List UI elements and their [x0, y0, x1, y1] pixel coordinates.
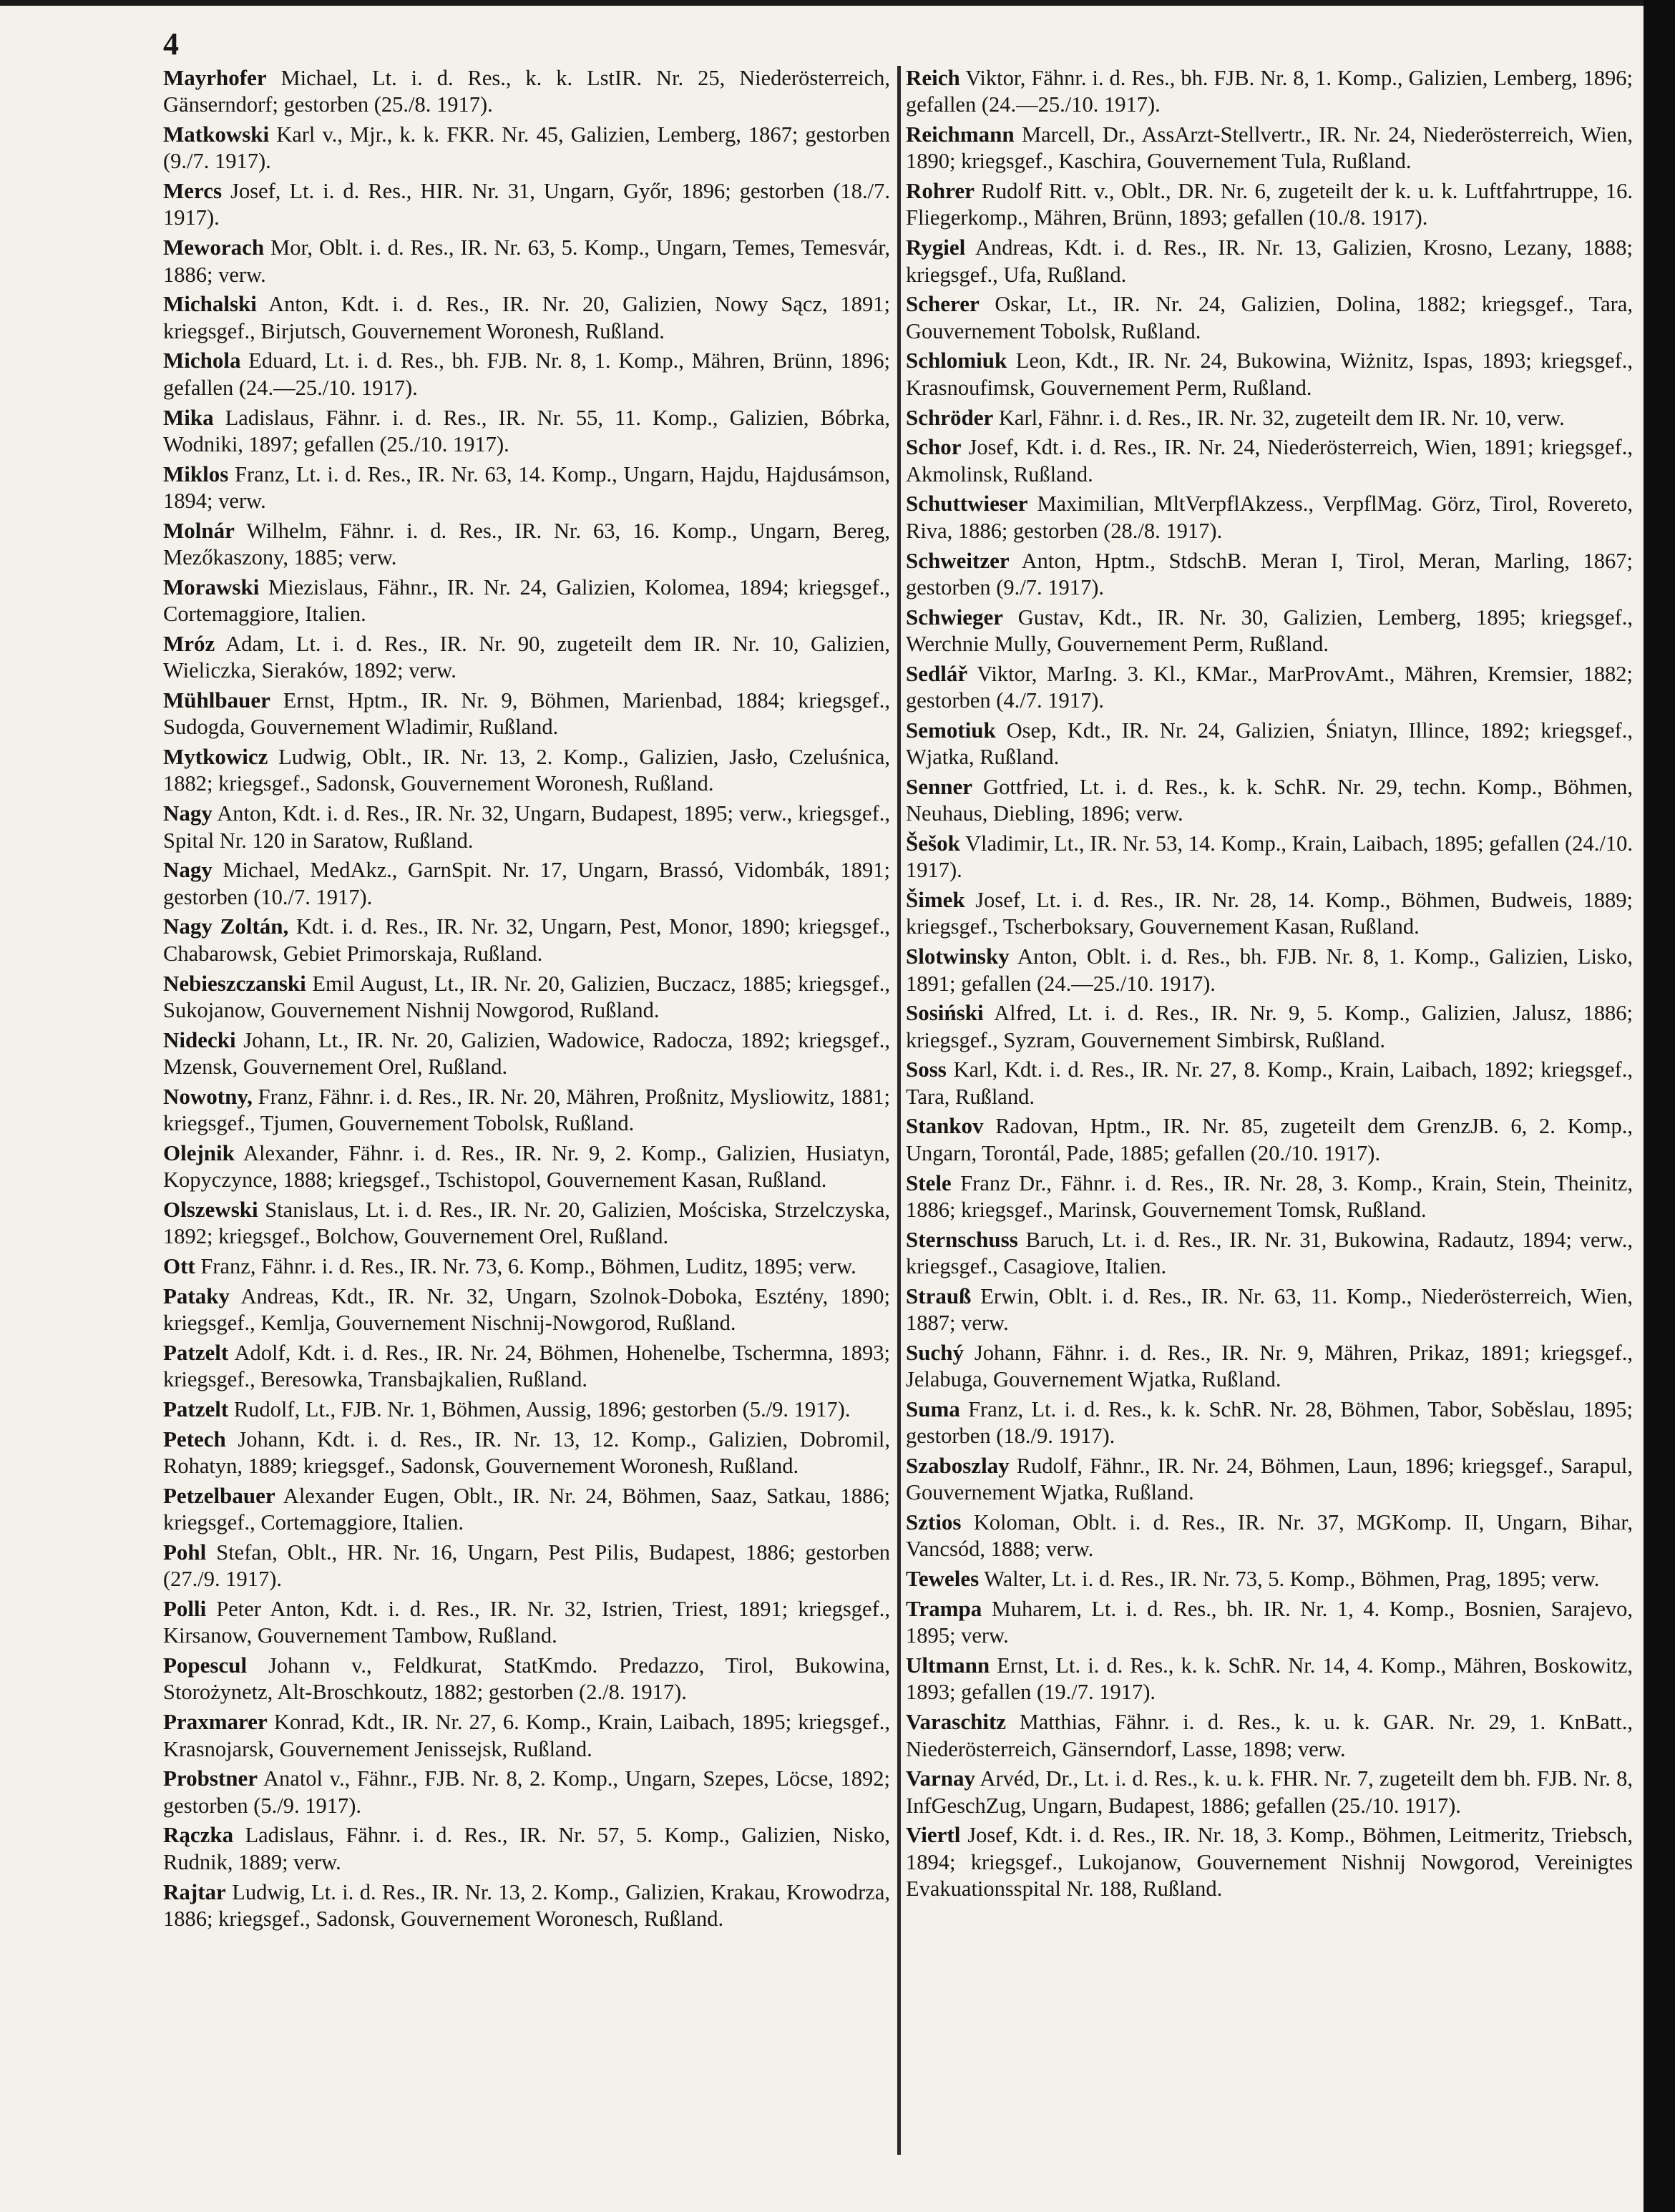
entry-surname: Stele [906, 1170, 952, 1195]
entry-details: Konrad, Kdt., IR. Nr. 27, 6. Komp., Krain, Laibach, 1895; kriegsgef., Krasnojarsk, Gouvernement Jenissejsk, Rußland. [163, 1710, 890, 1761]
entry-surname: Reich [906, 65, 960, 90]
entry-surname: Scherer [906, 291, 980, 317]
casualty-entry [906, 490, 1633, 544]
entry-surname: Patzelt [163, 1396, 229, 1421]
page-edge-right [1644, 0, 1675, 2212]
casualty-entry [163, 290, 890, 345]
page-number: 4 [163, 26, 179, 62]
column-divider [897, 66, 901, 2155]
casualty-entry [906, 347, 1633, 401]
entry-details: Karl, Kdt. i. d. Res., IR. Nr. 27, 8. Komp., Krain, Laibach, 1892; kriegsgef., Tara, Rußland. [906, 1057, 1633, 1109]
entry-surname: Michola [163, 348, 241, 373]
casualty-entry [163, 1539, 890, 1593]
entry-surname: Nebieszczanski [163, 970, 306, 996]
entry-details: Michael, Lt. i. d. Res., k. k. LstIR. Nr. 25, Niederösterreich, Gänserndorf; gestorben (25./8. 1917). [163, 66, 890, 117]
entry-surname: Pohl [163, 1539, 207, 1565]
entry-details: Adam, Lt. i. d. Res., IR. Nr. 90, zugeteilt dem IR. Nr. 10, Galizien, Wieliczka, Sieraków, 1892; verw. [163, 631, 890, 683]
entry-surname: Nagy [163, 857, 213, 883]
entry-surname: Sternschuss [906, 1226, 1018, 1252]
entry-surname: Nowotny, [163, 1083, 253, 1109]
casualty-entry [163, 1879, 890, 1933]
entry-surname: Ott [163, 1253, 195, 1278]
entry-surname: Nidecki [163, 1027, 236, 1052]
entry-details: Andreas, Kdt. i. d. Res., IR. Nr. 13, Galizien, Krosno, Lezany, 1888; kriegsgef., Ufa, Rußland. [906, 235, 1633, 287]
casualty-entry [906, 121, 1633, 175]
entry-surname: Slotwinsky [906, 944, 1010, 969]
entry-surname: Matkowski [163, 122, 270, 147]
entry-details: Leon, Kdt., IR. Nr. 24, Bukowina, Wiżnitz, Ispas, 1893; kriegsgef., Krasnoufimsk, Gouvernement Perm, Rußland. [906, 348, 1633, 400]
casualty-entry [906, 660, 1633, 715]
entry-details: Alfred, Lt. i. d. Res., IR. Nr. 9, 5. Komp., Galizien, Jalusz, 1886; kriegsgef., Syzram, Gouvernement Simbirsk, Rußland. [906, 1001, 1633, 1052]
entry-surname: Mika [163, 404, 214, 430]
casualty-entry [163, 347, 890, 401]
entry-surname: Schröder [906, 404, 994, 430]
casualty-entry [906, 404, 1633, 431]
entry-details: Rudolf, Fähnr., IR. Nr. 24, Böhmen, Laun, 1896; kriegsgef., Sarapul, Gouvernement Wjatka, Rußland. [906, 1454, 1633, 1505]
entry-surname: Šešok [906, 831, 960, 856]
entry-surname: Nagy [163, 801, 213, 826]
casualty-entry [163, 856, 890, 911]
entry-surname: Schlomiuk [906, 348, 1007, 373]
entry-surname: Teweles [906, 1566, 980, 1592]
entry-details: Alexander, Fähnr. i. d. Res., IR. Nr. 9, 2. Komp., Galizien, Husiatyn, Kopyczynce, 1888; kriegsgef., Tschistopol, Gouvernement Kasan, Rußland. [163, 1140, 890, 1193]
casualty-entry [163, 1426, 890, 1480]
entry-surname: Morawski [163, 574, 260, 600]
entry-details: Ludwig, Lt. i. d. Res., IR. Nr. 13, 2. Komp., Galizien, Krakau, Krowodrza, 1886; kriegsgef., Sadonsk, Gouvernement Woronesch, Rußland. [163, 1879, 890, 1931]
entry-details: Franz, Fähnr. i. d. Res., IR. Nr. 20, Mähren, Proßnitz, Mysliowitz, 1881; kriegsgef., Tjumen, Gouvernement Tobolsk, Rußland. [163, 1084, 890, 1135]
casualty-entry [163, 64, 890, 119]
casualty-entry [906, 234, 1633, 288]
entry-details: Johann, Kdt. i. d. Res., IR. Nr. 13, 12. Komp., Galizien, Dobromil, Rohatyn, 1889; kriegsgef., Sadonsk, Gouvernement Woronesh, Rußland. [163, 1426, 890, 1479]
entry-details: Gottfried, Lt. i. d. Res., k. k. SchR. Nr. 29, techn. Komp., Böhmen, Neuhaus, Diebling, 1896; verw. [906, 774, 1633, 826]
casualty-entry [163, 234, 890, 288]
casualty-entry [163, 913, 890, 967]
entry-details: Franz, Fähnr. i. d. Res., IR. Nr. 73, 6. Komp., Böhmen, Luditz, 1895; verw. [195, 1253, 856, 1278]
entry-surname: Suchý [906, 1339, 964, 1365]
casualty-entry [906, 290, 1633, 345]
entry-surname: Varaschitz [906, 1709, 1007, 1735]
entry-details: Anatol v., Fähnr., FJB. Nr. 8, 2. Komp., Ungarn, Szepes, Löcse, 1892; gestorben (5./9. 1917). [163, 1766, 890, 1818]
casualty-entry [906, 1708, 1633, 1763]
entry-surname: Stankov [906, 1113, 984, 1139]
entry-details: Maximilian, MltVerpflAkzess., VerpflMag. Görz, Tirol, Rovereto, Riva, 1886; gestorben (28./8. 1917). [906, 491, 1633, 543]
entry-surname: Petzelbauer [163, 1482, 275, 1508]
entry-surname: Probstner [163, 1766, 258, 1791]
entry-details: Gustav, Kdt., IR. Nr. 30, Galizien, Lemberg, 1895; kriegsgef., Werchnie Mully, Gouvernement Perm, Rußland. [906, 605, 1633, 656]
casualty-entry [906, 1396, 1633, 1450]
entry-details: Ernst, Lt. i. d. Res., k. k. SchR. Nr. 14, 4. Komp., Mähren, Boskowitz, 1893; gefallen (19./7. 1917). [906, 1653, 1633, 1705]
entry-details: Karl, Fähnr. i. d. Res., IR. Nr. 32, zugeteilt dem IR. Nr. 10, verw. [993, 405, 1565, 430]
entry-details: Adolf, Kdt. i. d. Res., IR. Nr. 24, Böhmen, Hohenelbe, Tschermna, 1893; kriegsgef., Beresowka, Transbajkalien, Rußland. [163, 1340, 890, 1392]
casualty-entry [163, 743, 890, 798]
entry-details: Muharem, Lt. i. d. Res., bh. IR. Nr. 1, 4. Komp., Bosnien, Sarajevo, 1895; verw. [906, 1597, 1633, 1648]
entry-details: Karl v., Mjr., k. k. FKR. Nr. 45, Galizien, Lemberg, 1867; gestorben (9./7. 1917). [163, 122, 890, 174]
entry-details: Anton, Kdt. i. d. Res., IR. Nr. 20, Galizien, Nowy Sącz, 1891; kriegsgef., Birjutsch, Gouvernement Woronesh, Rußland. [163, 292, 890, 343]
entry-details: Ladislaus, Fähnr. i. d. Res., IR. Nr. 55, 11. Komp., Galizien, Bóbrka, Wodniki, 1897; gefallen (25./10. 1917). [163, 405, 890, 456]
entry-surname: Miklos [163, 461, 229, 486]
entry-details: Josef, Lt. i. d. Res., HIR. Nr. 31, Ungarn, Győr, 1896; gestorben (18./7. 1917). [163, 179, 890, 230]
casualty-entry [906, 177, 1633, 232]
entry-surname: Olejnik [163, 1140, 235, 1165]
entry-details: Emil August, Lt., IR. Nr. 20, Galizien, Buczacz, 1885; kriegsgef., Sukojanow, Gouvernement Nishnij Nowgorod, Rußland. [163, 971, 890, 1022]
casualty-entry [163, 1396, 890, 1423]
casualty-entry [163, 1652, 890, 1706]
casualty-entry [163, 1708, 890, 1763]
entry-surname: Olszewski [163, 1196, 258, 1222]
entry-surname: Sedlář [906, 660, 968, 686]
casualty-entry [906, 1765, 1633, 1819]
casualty-entry [906, 604, 1633, 658]
entry-surname: Strauß [906, 1283, 972, 1308]
entry-details: Anton, Hptm., StdschB. Meran I, Tirol, Meran, Marling, 1867; gestorben (9./7. 1917). [906, 548, 1633, 600]
entry-details: Ernst, Hptm., IR. Nr. 9, Böhmen, Marienbad, 1884; kriegsgef., Sudogda, Gouvernement Wladimir, Rußland. [163, 688, 890, 740]
entry-details: Matthias, Fähnr. i. d. Res., k. u. k. GAR. Nr. 29, 1. KnBatt., Niederösterreich, Gänserndorf, Lasse, 1898; verw. [906, 1710, 1633, 1761]
entry-details: Franz Dr., Fähnr. i. d. Res., IR. Nr. 28, 3. Komp., Krain, Stein, Theinitz, 1886; kriegsgef., Marinsk, Gouvernement Tomsk, Rußland. [906, 1170, 1633, 1222]
entry-surname: Semotiuk [906, 717, 996, 743]
entry-surname: Varnay [906, 1766, 976, 1791]
entry-details: Oskar, Lt., IR. Nr. 24, Galizien, Dolina, 1882; kriegsgef., Tara, Gouvernement Tobolsk, Rußland. [906, 292, 1633, 343]
casualty-entry [163, 1140, 890, 1194]
entry-surname: Trampa [906, 1596, 982, 1622]
entry-details: Josef, Kdt. i. d. Res., IR. Nr. 18, 3. Komp., Böhmen, Leitmeritz, Triebsch, 1894; kriegsgef., Lukojanow, Gouvernement Nishnij Nowgorod, Vereinigtes Evakuationsspital Nr. 188, Rußland. [906, 1823, 1633, 1901]
casualty-entry [163, 1027, 890, 1081]
entry-surname: Mercs [163, 178, 223, 204]
casualty-entry [163, 177, 890, 232]
entry-details: Baruch, Lt. i. d. Res., IR. Nr. 31, Bukowina, Radautz, 1894; verw., kriegsgef., Casagiove, Italien. [906, 1227, 1633, 1278]
casualty-entry [906, 1226, 1633, 1281]
entry-surname: Suma [906, 1396, 960, 1421]
casualty-entry [906, 717, 1633, 771]
casualty-entry [906, 830, 1633, 884]
casualty-entry [906, 1339, 1633, 1394]
entry-surname: Pataky [163, 1283, 230, 1308]
entry-surname: Nagy Zoltán, [163, 914, 289, 939]
entry-details: Johann v., Feldkurat, StatKmdo. Predazzo, Tirol, Bukowina, Storożynetz, Alt-Broschkoutz, 1882; gestorben (2./8. 1917). [163, 1653, 890, 1705]
casualty-entry [906, 1821, 1633, 1902]
right-column [906, 64, 1633, 1905]
entry-details: Johann, Lt., IR. Nr. 20, Galizien, Wadowice, Radocza, 1892; kriegsgef., Mzensk, Gouvernement Orel, Rußland. [163, 1027, 890, 1079]
entry-details: Erwin, Oblt. i. d. Res., IR. Nr. 63, 11. Komp., Niederösterreich, Wien, 1887; verw. [906, 1283, 1633, 1336]
casualty-entry [906, 1452, 1633, 1507]
entry-details: Walter, Lt. i. d. Res., IR. Nr. 73, 5. Komp., Böhmen, Prag, 1895; verw. [979, 1567, 1600, 1592]
entry-surname: Senner [906, 773, 972, 799]
entry-surname: Molnár [163, 517, 235, 543]
entry-surname: Meworach [163, 235, 265, 260]
casualty-entry [163, 1083, 890, 1137]
entry-surname: Mayrhofer [163, 65, 267, 90]
entry-details: Stanislaus, Lt. i. d. Res., IR. Nr. 20, Galizien, Mościska, Strzelczyska, 1892; kriegsgef., Bolchow, Gouvernement Orel, Rußland. [163, 1197, 890, 1249]
entry-details: Josef, Lt. i. d. Res., IR. Nr. 28, 14. Komp., Böhmen, Budweis, 1889; kriegsgef., Tscherboksary, Gouvernement Kasan, Rußland. [906, 888, 1633, 939]
entry-details: Osep, Kdt., IR. Nr. 24, Galizien, Śniatyn, Illince, 1892; kriegsgef., Wjatka, Rußland. [906, 718, 1633, 770]
entry-surname: Viertl [906, 1822, 961, 1848]
entry-details: Arvéd, Dr., Lt. i. d. Res., k. u. k. FHR. Nr. 7, zugeteilt dem bh. FJB. Nr. 8, InfGeschZug, Ungarn, Budapest, 1886; gefallen (25./10. 1917). [906, 1766, 1633, 1818]
entry-details: Viktor, Fähnr. i. d. Res., bh. FJB. Nr. 8, 1. Komp., Galizien, Lemberg, 1896; gefallen (24.—25./10. 1917). [906, 66, 1633, 117]
casualty-entry [163, 1482, 890, 1537]
entry-details: Ludwig, Oblt., IR. Nr. 13, 2. Komp., Galizien, Jasło, Czeluśnica, 1882; kriegsgef., Sadonsk, Gouvernement Woronesh, Rußland. [163, 745, 890, 796]
casualty-entry [163, 1253, 890, 1280]
entry-details: Wilhelm, Fähnr. i. d. Res., IR. Nr. 63, 16. Komp., Ungarn, Bereg, Mezőkaszony, 1885; verw. [163, 518, 890, 570]
casualty-entry [906, 1652, 1633, 1706]
left-column [163, 64, 890, 1935]
entry-details: Marcell, Dr., AssArzt-Stellvertr., IR. Nr. 24, Niederösterreich, Wien, 1890; kriegsgef., Kaschira, Gouvernement Tula, Rußland. [906, 122, 1633, 174]
entry-surname: Praxmarer [163, 1709, 268, 1735]
entry-surname: Rączka [163, 1822, 234, 1848]
casualty-entry [906, 1283, 1633, 1337]
casualty-entry [163, 1339, 890, 1394]
casualty-entry [906, 1056, 1633, 1110]
entry-surname: Ultmann [906, 1653, 990, 1678]
entry-surname: Mühlbauer [163, 687, 270, 713]
casualty-entry [163, 574, 890, 628]
entry-details: Rudolf Ritt. v., Oblt., DR. Nr. 6, zugeteilt der k. u. k. Luftfahrtruppe, 16. Fliegerkomp., Mähren, Brünn, 1893; gefallen (10./8. 1917). [906, 179, 1633, 230]
casualty-entry [906, 999, 1633, 1054]
entry-surname: Rygiel [906, 235, 966, 260]
entry-surname: Šimek [906, 887, 965, 913]
casualty-entry [906, 943, 1633, 997]
casualty-entry [163, 404, 890, 459]
entry-surname: Sztios [906, 1509, 962, 1535]
entry-surname: Rohrer [906, 178, 975, 204]
entry-surname: Schwieger [906, 604, 1004, 630]
casualty-entry [906, 773, 1633, 828]
entry-details: Michael, MedAkz., GarnSpit. Nr. 17, Ungarn, Brassó, Vidombák, 1891; gestorben (10./7. 1917). [163, 858, 890, 909]
casualty-entry [163, 1765, 890, 1819]
casualty-entry [163, 1196, 890, 1251]
casualty-entry [906, 1565, 1633, 1592]
entry-details: Eduard, Lt. i. d. Res., bh. FJB. Nr. 8, 1. Komp., Mähren, Brünn, 1896; gefallen (24.—25./10. 1917). [163, 348, 890, 400]
casualty-entry [163, 630, 890, 685]
entry-surname: Mytkowicz [163, 744, 268, 770]
casualty-entry [163, 517, 890, 572]
entry-surname: Schor [906, 434, 962, 460]
entry-surname: Patzelt [163, 1339, 229, 1365]
entry-surname: Polli [163, 1596, 207, 1622]
casualty-entry [906, 547, 1633, 602]
casualty-entry [906, 64, 1633, 119]
entry-details: Rudolf, Lt., FJB. Nr. 1, Böhmen, Aussig, 1896; gestorben (5./9. 1917). [228, 1396, 851, 1421]
entry-details: Anton, Kdt. i. d. Res., IR. Nr. 32, Ungarn, Budapest, 1895; verw., kriegsgef., Spital Nr. 120 in Saratow, Rußland. [163, 801, 890, 853]
entry-surname: Petech [163, 1426, 226, 1452]
entry-details: Ladislaus, Fähnr. i. d. Res., IR. Nr. 57, 5. Komp., Galizien, Nisko, Rudnik, 1889; verw. [163, 1823, 890, 1874]
entry-details: Koloman, Oblt. i. d. Res., IR. Nr. 37, MGKomp. II, Ungarn, Bihar, Vancsód, 1888; verw. [906, 1510, 1633, 1562]
entry-details: Mor, Oblt. i. d. Res., IR. Nr. 63, 5. Komp., Ungarn, Temes, Temesvár, 1886; verw. [163, 235, 890, 287]
entry-details: Anton, Oblt. i. d. Res., bh. FJB. Nr. 8, 1. Komp., Galizien, Lisko, 1891; gefallen (24.—25./10. 1917). [906, 944, 1633, 996]
entry-details: Josef, Kdt. i. d. Res., IR. Nr. 24, Niederösterreich, Wien, 1891; kriegsgef., Akmolinsk, Rußland. [906, 435, 1633, 486]
entry-details: Johann, Fähnr. i. d. Res., IR. Nr. 9, Mähren, Prikaz, 1891; kriegsgef., Jelabuga, Gouvernement Wjatka, Rußland. [906, 1340, 1633, 1392]
entry-surname: Schuttwieser [906, 491, 1028, 517]
casualty-entry [163, 970, 890, 1024]
casualty-entry [163, 687, 890, 741]
entry-details: Viktor, MarIng. 3. Kl., KMar., MarProvAmt., Mähren, Kremsier, 1882; gestorben (4./7. 1917). [906, 661, 1633, 713]
entry-details: Kdt. i. d. Res., IR. Nr. 32, Ungarn, Pest, Monor, 1890; kriegsgef., Chabarowsk, Gebiet Primorskaja, Rußland. [163, 914, 890, 966]
casualty-entry [906, 1595, 1633, 1650]
entry-surname: Popescul [163, 1653, 248, 1678]
casualty-entry [163, 1821, 890, 1876]
casualty-entry [163, 461, 890, 515]
entry-surname: Soss [906, 1057, 947, 1082]
entry-surname: Reichmann [906, 122, 1015, 147]
entry-surname: Sosiński [906, 1000, 984, 1026]
entry-details: Miezislaus, Fähnr., IR. Nr. 24, Galizien, Kolomea, 1894; kriegsgef., Cortemaggiore, Italien. [163, 574, 890, 627]
entry-surname: Michalski [163, 291, 257, 317]
entry-surname: Schweitzer [906, 547, 1010, 573]
entry-details: Andreas, Kdt., IR. Nr. 32, Ungarn, Szolnok-Doboka, Esztény, 1890; kriegsgef., Kemlja, Gouvernement Nischnij-Nowgorod, Rußland. [163, 1283, 890, 1336]
casualty-entry [163, 1283, 890, 1337]
casualty-entry [906, 1170, 1633, 1224]
entry-surname: Szaboszlay [906, 1453, 1010, 1479]
entry-surname: Mróz [163, 630, 215, 656]
entry-details: Vladimir, Lt., IR. Nr. 53, 14. Komp., Krain, Laibach, 1895; gefallen (24./10. 1917). [906, 831, 1633, 883]
casualty-entry [163, 121, 890, 175]
entry-details: Peter Anton, Kdt. i. d. Res., IR. Nr. 32, Istrien, Triest, 1891; kriegsgef., Kirsanow, Gouvernement Tambow, Rußland. [163, 1597, 890, 1648]
entry-details: Radovan, Hptm., IR. Nr. 85, zugeteilt dem GrenzJB. 6, 2. Komp., Ungarn, Torontál, Pade, 1885; gefallen (20./10. 1917). [906, 1114, 1633, 1165]
entry-details: Franz, Lt. i. d. Res., k. k. SchR. Nr. 28, Böhmen, Tabor, Soběslau, 1895; gestorben (18./9. 1917). [906, 1396, 1633, 1449]
entry-details: Stefan, Oblt., HR. Nr. 16, Ungarn, Pest Pilis, Budapest, 1886; gestorben (27./9. 1917). [163, 1540, 890, 1592]
entry-details: Alexander Eugen, Oblt., IR. Nr. 24, Böhmen, Saaz, Satkau, 1886; kriegsgef., Cortemaggiore, Italien. [163, 1483, 890, 1535]
entry-surname: Rajtar [163, 1879, 226, 1904]
casualty-entry [906, 886, 1633, 941]
casualty-entry [906, 434, 1633, 488]
entry-details: Franz, Lt. i. d. Res., IR. Nr. 63, 14. Komp., Ungarn, Hajdu, Hajdusámson, 1894; verw. [163, 461, 890, 513]
casualty-entry [906, 1112, 1633, 1167]
casualty-entry [163, 1595, 890, 1650]
casualty-entry [163, 800, 890, 854]
page-edge-top [0, 0, 1675, 6]
casualty-entry [906, 1509, 1633, 1563]
